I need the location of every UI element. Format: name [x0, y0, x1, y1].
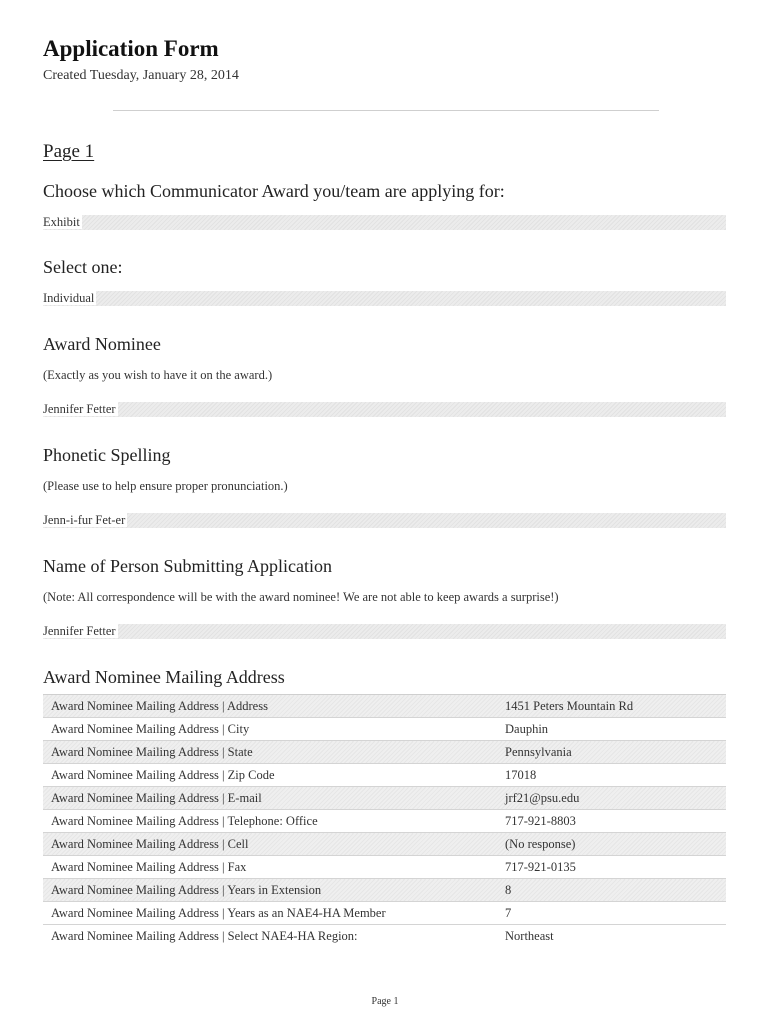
document-title: Application Form — [43, 36, 219, 61]
table-row — [43, 856, 726, 879]
answer-select-one — [43, 291, 726, 306]
table-row — [43, 764, 726, 787]
row-field-label: Award Nominee Mailing Address | Years as an NAE4-HA Member — [43, 902, 497, 925]
row-field-value: Dauphin — [497, 718, 726, 741]
table-row — [43, 925, 726, 948]
table-row — [43, 810, 726, 833]
question-award-type-label: Choose which Communicator Award you/team are applying for: — [43, 181, 505, 201]
row-field-label: Award Nominee Mailing Address | Address — [43, 695, 497, 718]
question-phonetic-spelling-label: Phonetic Spelling — [43, 445, 171, 465]
answer-submitter — [43, 624, 726, 639]
table-row — [43, 879, 726, 902]
row-field-label: Award Nominee Mailing Address | Select NAE4-HA Region: — [43, 925, 497, 948]
table-row — [43, 787, 726, 810]
row-field-label: Award Nominee Mailing Address | Cell — [43, 833, 497, 856]
row-field-label: Award Nominee Mailing Address | Zip Code — [43, 764, 497, 787]
table-row — [43, 741, 726, 764]
answer-phonetic-spelling-value: Jenn-i-fur Fet-er — [43, 513, 126, 527]
row-field-value: Pennsylvania — [497, 741, 726, 764]
row-field-value: 1451 Peters Mountain Rd — [497, 695, 726, 718]
question-award-nominee-label: Award Nominee — [43, 334, 161, 354]
answer-award-nominee-value: Jennifer Fetter — [43, 402, 116, 416]
table-row — [43, 833, 726, 856]
question-award-nominee-hint: (Exactly as you wish to have it on the award.) — [43, 368, 273, 382]
row-field-label: Award Nominee Mailing Address | State — [43, 741, 497, 764]
row-field-value: Northeast — [497, 925, 726, 948]
row-field-label: Award Nominee Mailing Address | E-mail — [43, 787, 497, 810]
row-field-label: Award Nominee Mailing Address | Fax — [43, 856, 497, 879]
row-field-value: 717-921-8803 — [497, 810, 726, 833]
mailing-address-heading: Award Nominee Mailing Address — [43, 667, 285, 687]
mailing-address-table — [43, 694, 726, 948]
answer-award-type-value: Exhibit — [43, 215, 80, 229]
table-row — [43, 695, 726, 718]
row-field-label: Award Nominee Mailing Address | Telephone: Office — [43, 810, 497, 833]
question-select-one-label: Select one: — [43, 257, 123, 277]
row-field-value: 717-921-0135 — [497, 856, 726, 879]
row-field-value: (No response) — [497, 833, 726, 856]
question-submitter-label: Name of Person Submitting Application — [43, 556, 332, 576]
row-field-value: jrf21@psu.edu — [497, 787, 726, 810]
table-row — [43, 718, 726, 741]
row-field-value: 8 — [497, 879, 726, 902]
page-heading: Page 1 — [43, 141, 95, 162]
row-field-value: 17018 — [497, 764, 726, 787]
question-phonetic-spelling-hint: (Please use to help ensure proper pronunciation.) — [43, 479, 288, 493]
header-divider — [113, 110, 659, 111]
answer-award-nominee — [43, 402, 726, 417]
row-field-label: Award Nominee Mailing Address | Years in Extension — [43, 879, 497, 902]
row-field-value: 7 — [497, 902, 726, 925]
question-submitter-hint: (Note: All correspondence will be with the award nominee! We are not able to keep awards a surprise!) — [43, 590, 559, 604]
answer-award-type — [43, 215, 726, 230]
created-date: Created Tuesday, January 28, 2014 — [43, 68, 239, 83]
page-number-footer: Page 1 — [371, 996, 399, 1007]
answer-submitter-value: Jennifer Fetter — [43, 624, 116, 638]
answer-select-one-value: Individual — [43, 291, 95, 305]
answer-phonetic-spelling — [43, 513, 726, 528]
table-row — [43, 902, 726, 925]
row-field-label: Award Nominee Mailing Address | City — [43, 718, 497, 741]
